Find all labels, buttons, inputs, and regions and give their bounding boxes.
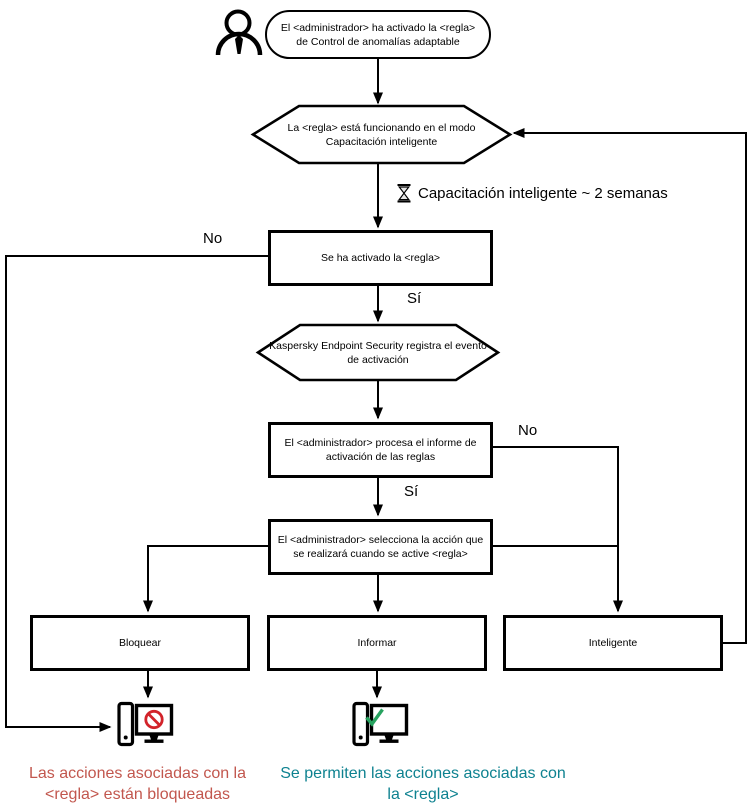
kes-logs-label: Kaspersky Endpoint Security registra el evento de activación (269, 339, 487, 366)
smart-action-node: Inteligente (503, 615, 723, 671)
edge-no-to-smart (493, 447, 618, 611)
admin-selects-action-node: El <administrador> selecciona la acción que se realizará cuando se active <regla> (268, 519, 493, 575)
edge-label-no-left: No (203, 230, 223, 247)
training-mode-label: La <regla> está funcionando en el modo Capacitación inteligente (287, 121, 476, 148)
computer-allowed-icon (354, 704, 407, 745)
start-node-text: de Control de anomalías adaptable (296, 35, 460, 48)
allowed-outcome-caption: Se permiten las acciones asociadas con la <regla> (280, 765, 566, 803)
admin-processes-report-node: El <administrador> procesa el informe de activación de las reglas (268, 422, 493, 478)
blocked-outcome-caption: Las acciones asociadas con la <regla> están bloqueadas (28, 765, 247, 803)
rule-triggered-node: Se ha activado la <regla> (268, 230, 493, 286)
person-icon (218, 12, 260, 56)
edge-label-no-right: No (518, 422, 538, 439)
computer-blocked-icon (119, 704, 172, 745)
edge-label-yes-processed: Sí (404, 483, 419, 500)
edge-smart-feedback-to-training (514, 133, 746, 643)
training-duration-label: Capacitación inteligente ~ 2 semanas (418, 185, 668, 202)
edge-selects-to-block (148, 546, 268, 611)
prohibition-icon (146, 711, 162, 727)
inform-action-node: Informar (267, 615, 487, 671)
edge-label-yes-triggered: Sí (407, 290, 422, 307)
start-node (265, 10, 491, 59)
start-node-text: El <administrador> ha activado la <regla> (280, 21, 476, 34)
block-action-node: Bloquear (30, 615, 250, 671)
hourglass-icon (398, 185, 411, 202)
